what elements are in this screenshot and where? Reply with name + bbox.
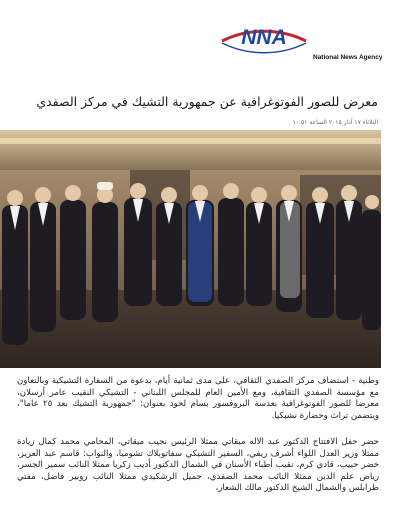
article-title: معرض للصور الفوتوغرافية عن جمهورية التشيك في مركز الصفدي (36, 94, 378, 109)
group-photo (0, 130, 381, 368)
header (0, 0, 405, 90)
article-paragraph-1: وطنية - استضاف مركز الصفدي الثقافي، على مدى ثمانية أيام، بدعوة من السفارة التشيكية وبالتعاون مع مؤسسة الصفدي الثقافية، ومع الأمين العام للمجلس اللبناني - التشيكي النقيب عامر أرسلان، معرضا للصور الفوتوغرافية بعدسة البروفسور بسام لحود بعنوان: "جمهورية التشيك بعد ٢٥ عاما"، ويتضمن تراث وحضارة تشيكيا. (17, 376, 379, 421)
nna-logo (218, 24, 310, 60)
article-date: الثلاثاء ١٧ آذار ٢٠١٥ الساعة ١٠:٥١ (292, 119, 378, 126)
logo-text: NNA (241, 26, 287, 49)
article-paragraph-2: حضر حفل الافتتاح الدكتور عبد الاله ميقاتي ممثلا الرئيس نجيب ميقاتي، المحامي محمد كمال زيادة ممثلا وزير العدل اللواء أشرف ريفي، السفير التشيكي سفاتوبلاك تشوميا، والنواب: قاسم عبد العزيز، خضر حبيب، قادي كرم، نقيب أطباء الأسنان في الشمال الدكتور أديب زكريا ممثلا النائب سمير الجسر، رياض علم الدين ممثلا النائب محمد الصفدي، جميل الرشكيدي ممثلا النائب روبير فاضل، مفتي طرابلس والشمال الشيخ الدكتور مالك الشعار، (17, 437, 379, 493)
agency-name: National News Agency (313, 54, 383, 61)
